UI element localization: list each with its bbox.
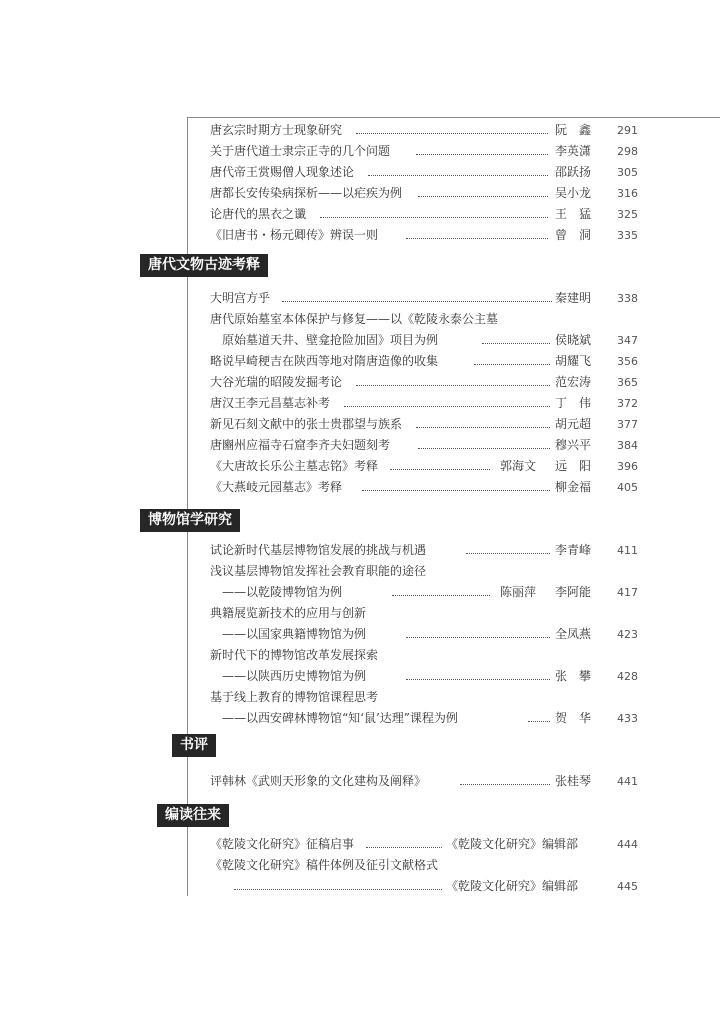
- entry-author: 李阿能: [554, 585, 591, 599]
- entry-title: 《乾陵文化研究》征稿启事: [210, 837, 355, 851]
- entry-title: 新时代下的博物馆改革发展探索: [210, 648, 379, 662]
- entry-author: 远 阳: [554, 459, 591, 473]
- section-heading: 编读往来: [157, 804, 229, 827]
- entry-title: 基于线上教育的博物馆课程思考: [210, 690, 379, 704]
- entry-page: 433: [617, 712, 638, 725]
- entry-author: 贺 华: [554, 711, 591, 725]
- toc-entry: [210, 225, 644, 246]
- entry-author: 曾 洞: [554, 228, 591, 242]
- toc-entry: [210, 351, 644, 372]
- toc-entry: [210, 393, 644, 414]
- entry-title: 唐玄宗时期方士现象研究: [210, 123, 343, 137]
- toc-entry: [210, 414, 644, 435]
- toc-entry: [210, 708, 644, 729]
- toc-entry: [210, 141, 644, 162]
- entry-author: 《乾陵文化研究》编辑部: [446, 837, 579, 851]
- toc-entry: [210, 624, 644, 645]
- entry-page: 347: [617, 334, 638, 347]
- toc-entry: [210, 855, 644, 876]
- entry-author: 范宏涛: [554, 375, 591, 389]
- entry-title: ——以国家典籍博物馆为例: [210, 627, 367, 641]
- dot-leader: [416, 141, 548, 155]
- dot-leader: [356, 372, 550, 386]
- entry-page: 305: [617, 166, 638, 179]
- entry-title: 评韩林《武则天形象的文化建构及阐释》: [210, 774, 427, 788]
- entry-author: 邵跃扬: [554, 165, 591, 179]
- toc-entry: [210, 456, 644, 477]
- dot-leader: [528, 708, 550, 722]
- entry-page: 428: [617, 670, 638, 683]
- entry-page: 325: [617, 208, 638, 221]
- toc-entry: [210, 183, 644, 204]
- entry-title: 《乾陵文化研究》稿件体例及征引文献格式: [210, 858, 439, 872]
- entry-author: 柳金福: [554, 480, 591, 494]
- entry-title: 关于唐代道士隶宗正寺的几个问题: [210, 144, 391, 158]
- dot-leader: [406, 624, 550, 638]
- entry-title: 唐代原始墓室本体保护与修复——以《乾陵永泰公主墓: [210, 312, 499, 326]
- toc-entry: [210, 771, 644, 792]
- dot-leader: [466, 540, 550, 554]
- entry-title: 《大唐故长乐公主墓志铭》考释: [210, 459, 379, 473]
- entry-page: 441: [617, 775, 638, 788]
- entry-title: 论唐代的黑衣之谶: [210, 207, 307, 221]
- entry-title: 唐代帝王赏赐僧人现象述论: [210, 165, 355, 179]
- entry-author: 吴小龙: [554, 186, 591, 200]
- entry-title: 浅议基层博物馆发挥社会教育职能的途径: [210, 564, 427, 578]
- toc-entry: [210, 288, 644, 309]
- dot-leader: [406, 225, 548, 239]
- entry-coauthor: 陈丽萍: [499, 585, 536, 599]
- toc-entry: [210, 876, 644, 897]
- entry-title: ——以西安碑林博物馆“知‘鼠’达理”课程为例: [222, 711, 458, 725]
- entry-title: 新见石刻文献中的张士贵郡望与族系: [210, 417, 403, 431]
- entry-page: 335: [617, 229, 638, 242]
- entry-author: 李青峰: [554, 543, 591, 557]
- toc-entry: [210, 435, 644, 456]
- toc-entry: [210, 834, 644, 855]
- entry-title: 唐都长安传染病探析——以疟疾为例: [210, 186, 403, 200]
- entry-title: 原始墓道天井、壁龛抢险加固》项目为例: [210, 333, 439, 347]
- entry-page: 316: [617, 187, 638, 200]
- entry-page: 338: [617, 292, 638, 305]
- entry-page: 423: [617, 628, 638, 641]
- dot-leader: [390, 456, 490, 470]
- toc-entry: [210, 645, 644, 666]
- dot-leader: [362, 477, 550, 491]
- entry-author: 全凤燕: [554, 627, 591, 641]
- toc-entry: [210, 204, 644, 225]
- entry-title: 唐汉王李元昌墓志补考: [210, 396, 331, 410]
- entry-title: 典籍展览新技术的应用与创新: [210, 606, 367, 620]
- entry-title: 大谷光瑞的昭陵发掘考论: [210, 375, 343, 389]
- top-rule: [187, 117, 720, 118]
- dot-leader: [460, 771, 550, 785]
- entry-coauthor: 郭海文: [499, 459, 536, 473]
- toc-entry: [210, 372, 644, 393]
- left-rule: [187, 117, 188, 896]
- dot-leader: [418, 183, 548, 197]
- dot-leader: [418, 435, 550, 449]
- toc-entry: [210, 477, 644, 498]
- entry-author: 张 攀: [554, 669, 591, 683]
- entry-author: 秦建明: [554, 291, 591, 305]
- section-heading: 唐代文物古迹考释: [140, 254, 268, 277]
- dot-leader: [368, 162, 548, 176]
- entry-page: 377: [617, 418, 638, 431]
- toc-entry: [210, 603, 644, 624]
- entry-title: 《大燕岐元园墓志》考释: [210, 480, 343, 494]
- entry-page: 396: [617, 460, 638, 473]
- entry-title: 唐豳州应福寺石窟李齐夫妇题刻考: [210, 438, 391, 452]
- dot-leader: [344, 393, 550, 407]
- dot-leader: [482, 330, 550, 344]
- dot-leader: [366, 834, 442, 848]
- entry-author: 王 猛: [554, 207, 591, 221]
- dot-leader: [234, 876, 442, 890]
- entry-page: 411: [617, 544, 638, 557]
- entry-title: 《旧唐书・杨元卿传》辨误一则: [210, 228, 379, 242]
- entry-author: 胡耀飞: [554, 354, 591, 368]
- dot-leader: [416, 414, 550, 428]
- section-heading: 博物馆学研究: [140, 509, 240, 532]
- entry-title: ——以乾陵博物馆为例: [210, 585, 343, 599]
- entry-author: 穆兴平: [554, 438, 591, 452]
- entry-title: 试论新时代基层博物馆发展的挑战与机遇: [210, 543, 427, 557]
- entry-title: 大明宫方乎: [210, 291, 271, 305]
- entry-page: 417: [617, 586, 638, 599]
- toc-entry: [210, 120, 644, 141]
- entry-page: 444: [617, 838, 638, 851]
- entry-page: 372: [617, 397, 638, 410]
- section-heading: 书评: [172, 734, 216, 757]
- entry-page: 356: [617, 355, 638, 368]
- entry-author: 李英潇: [554, 144, 591, 158]
- dot-leader: [406, 666, 550, 680]
- entry-page: 445: [617, 880, 638, 893]
- toc-entry: [210, 162, 644, 183]
- toc-entry: [210, 540, 644, 561]
- entry-author: 侯晓斌: [554, 333, 591, 347]
- dot-leader: [356, 120, 548, 134]
- entry-author: 丁 伟: [554, 396, 591, 410]
- entry-author: 胡元超: [554, 417, 591, 431]
- dot-leader: [392, 582, 490, 596]
- entry-author: 张桂琴: [554, 774, 591, 788]
- entry-page: 365: [617, 376, 638, 389]
- toc-entry: [210, 330, 644, 351]
- dot-leader: [282, 288, 552, 302]
- entry-page: 291: [617, 124, 638, 137]
- entry-title: ——以陕西历史博物馆为例: [210, 669, 367, 683]
- entry-author: 《乾陵文化研究》编辑部: [446, 879, 579, 893]
- dot-leader: [320, 204, 548, 218]
- entry-author: 阮 鑫: [554, 123, 591, 137]
- toc-entry: [210, 309, 644, 330]
- toc-entry: [210, 582, 644, 603]
- toc-entry: [210, 561, 644, 582]
- toc-entry: [210, 666, 644, 687]
- entry-page: 405: [617, 481, 638, 494]
- entry-page: 384: [617, 439, 638, 452]
- entry-page: 298: [617, 145, 638, 158]
- toc-entry: [210, 687, 644, 708]
- entry-title: 略说早崎稉吉在陕西等地对隋唐造像的收集: [210, 354, 439, 368]
- dot-leader: [474, 351, 550, 365]
